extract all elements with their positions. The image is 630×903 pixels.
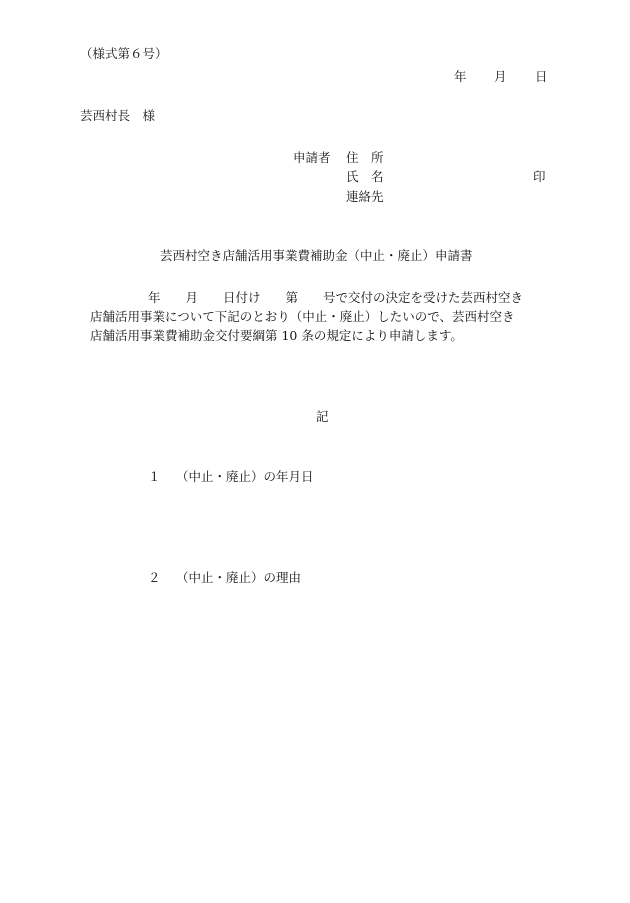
date-month-label: 月 — [494, 69, 507, 84]
body-line-2: 店舗活用事業について下記のとおり（中止・廃止）したいので、芸西村空き — [90, 309, 515, 324]
address-label: 住 所 — [346, 150, 384, 165]
seal-label: 印 — [533, 169, 546, 184]
item-1-number: １ — [148, 469, 161, 484]
name-label: 氏 名 — [346, 169, 384, 184]
body-line-3: 店舗活用事業費補助金交付要綱第 10 条の規定により申請します。 — [90, 328, 463, 343]
date-year-label: 年 — [454, 69, 467, 84]
applicant-label: 申請者 — [293, 150, 331, 165]
document-title: 芸西村空き店舗活用事業費補助金（中止・廃止）申請書 — [160, 248, 473, 263]
item-2-text: （中止・廃止）の理由 — [176, 570, 302, 585]
date-day-label: 日 — [535, 69, 548, 84]
item-1-text: （中止・廃止）の年月日 — [176, 469, 314, 484]
item-2-number: ２ — [148, 570, 161, 585]
body-line-1: 年 月 日付け 第 号で交付の決定を受けた芸西村空き — [148, 290, 524, 305]
contact-label: 連絡先 — [346, 189, 384, 204]
ki-heading: 記 — [316, 409, 329, 424]
addressee: 芸西村長 様 — [80, 108, 156, 123]
form-number: （様式第６号） — [80, 46, 168, 61]
